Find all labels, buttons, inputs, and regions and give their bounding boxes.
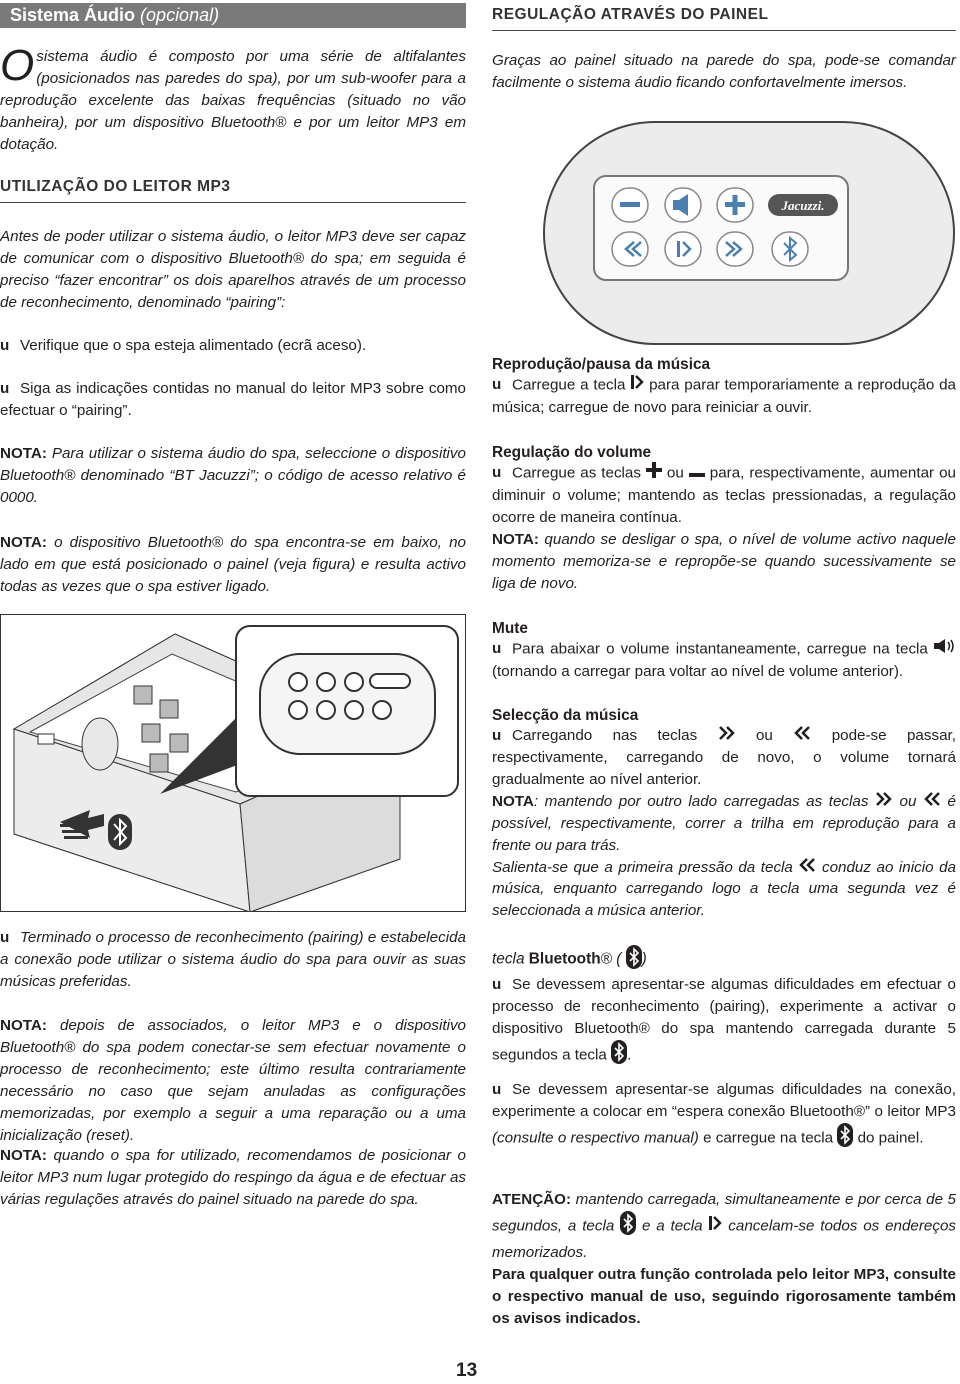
bullet-text: Siga as indicações contidas no manual do leitor MP3 sobre como efectuar o “pairing”. xyxy=(0,380,466,419)
bt-p2-c: do painel. xyxy=(857,1129,924,1147)
bluetooth-title xyxy=(492,945,956,974)
bluetooth-icon xyxy=(837,1123,853,1154)
play-section xyxy=(492,356,956,419)
intro-text: sistema áudio é composto por uma série de altifalantes (posicionados nas paredes do spa), por um sub-woofer para a reprodução excelente das baixas frequências (situado no vão banheira), por um dispositivo Bluetooth® e por um leitor MP3 em dotação. xyxy=(0,48,466,153)
play-pause-icon xyxy=(630,374,644,397)
nota-text-b: é possível, respectivamente, correr a trilha em reprodução para a frente ou para trás. xyxy=(492,792,956,854)
volume-section xyxy=(492,444,956,594)
attention-mid: e a tecla xyxy=(641,1217,703,1235)
play-text-b: para parar temporariamente a reprodução da música; carregue de novo para reiniciar a ouvir. xyxy=(492,376,956,416)
nota-or: ou xyxy=(899,792,917,810)
final-note: Para qualquer outra função controlada pelo leitor MP3, consulte o respectivo manual de uso, seguindo rigorosamente também os avisos indicados. xyxy=(492,1265,956,1327)
mute-text-a: Para abaixar o volume instantaneamente, carregue na tecla xyxy=(512,640,928,658)
drop-cap: O xyxy=(0,41,35,90)
bullet-char: u xyxy=(492,640,502,658)
bullet-char: u xyxy=(492,376,502,394)
bt-title-bold: Bluetooth xyxy=(528,950,601,968)
bullet-char: u xyxy=(492,464,502,482)
panel-intro xyxy=(492,50,956,94)
bt-p2-a: Se devessem apresentar-se algumas dificuldades na conexão, experimente a colocar em “espera conexão Bluetooth®” o leitor MP3 xyxy=(492,1081,956,1120)
nota-text-a: : mantendo por outro lado carregadas as teclas xyxy=(533,792,869,810)
nota-label: NOTA: xyxy=(0,445,47,462)
bullet-char: u xyxy=(492,976,502,993)
mp3-intro xyxy=(0,226,466,314)
bullet-char: u xyxy=(0,380,10,397)
section-header xyxy=(0,3,466,28)
bt-p1-end: . xyxy=(627,1046,632,1064)
plus-icon xyxy=(646,462,662,485)
play-title: Reprodução/pausa da música xyxy=(492,356,711,373)
selection-or: ou xyxy=(755,727,773,744)
attention-note xyxy=(492,1189,956,1329)
panel-heading xyxy=(492,6,956,31)
bt-title-post: ) xyxy=(641,950,647,968)
minus-icon xyxy=(689,463,705,485)
nota-text: quando o spa for utilizado, recomendamos de posicionar o leitor MP3 num lugar protegido do respingo da água e de efectuar as várias regulações através do painel situado na parede do spa. xyxy=(0,1147,466,1208)
bt-p1-text: Se devessem apresentar-se algumas dificuldades em efectuar o processo de reconhecimento (pairing), experimente a activar o dispositivo Bluetooth® do spa mantendo carregada durante 5 segundos a tecla xyxy=(492,976,956,1064)
bullet-text: Terminado o processo de reconhecimento (pairing) e estabelecida a conexão pode utilizar o sistema áudio do spa para ouvir as suas músicas preferidas. xyxy=(0,929,466,990)
nota-4 xyxy=(0,1145,466,1211)
play-text-a: Carregue a tecla xyxy=(512,376,626,394)
bullet-char: u xyxy=(492,727,502,744)
page-number: 13 xyxy=(456,1360,478,1381)
nota-text: quando se desligar o spa, o nível de volume activo naquele momento memoriza-se e repropõe-se quando sucessivamente se liga de novo. xyxy=(492,530,956,592)
mp3-bullet-2 xyxy=(0,378,466,422)
selection-title: Selecção da música xyxy=(492,707,639,724)
nota-label: NOTA: xyxy=(492,530,539,548)
nota-label: NOTA: xyxy=(0,1147,47,1164)
spa-illustration xyxy=(0,614,466,912)
mp3-heading xyxy=(0,178,466,203)
section-title: Sistema Áudio xyxy=(10,5,136,25)
nota-label: NOTA: xyxy=(0,1017,47,1034)
control-panel-drawing xyxy=(540,118,960,350)
bluetooth-icon xyxy=(620,1211,636,1242)
mute-text-b: (tornando a carregar para voltar ao nível de volume anterior). xyxy=(492,662,904,680)
selection-text-a: Carregando nas teclas xyxy=(512,727,698,744)
next-icon xyxy=(875,791,893,813)
nota-text: Para utilizar o sistema áudio do spa, seleccione o dispositivo Bluetooth® denominado “BT Jacuzzi”; o código de acesso relativo é 0000. xyxy=(0,445,466,506)
bluetooth-icon xyxy=(626,945,642,974)
bt-p2-italic: (consulte o respectivo manual) xyxy=(492,1129,699,1147)
nota-3 xyxy=(0,1015,466,1146)
nota-text: depois de associados, o leitor MP3 e o dispositivo Bluetooth® do spa podem conectar-se sem efectuar novamente o processo de reconhecimento; este último resulta contrariamente necessário no caso que sejam anuladas as configurações memorizadas, por exemplo a seguir a uma reparação ou a uma inicialização (reset). xyxy=(0,1017,466,1144)
mp3-intro-text: Antes de poder utilizar o sistema áudio, o leitor MP3 deve ser capaz de comunicar com o dispositivo Bluetooth® do spa; em seguida é preciso “fazer encontrar” os dois aparelhos através de um processo de reconhecimento, denominado “pairing”: xyxy=(0,228,466,311)
intro-paragraph xyxy=(0,41,466,156)
bullet-char: u xyxy=(0,929,10,946)
panel-title: REGULAÇÃO ATRAVÉS DO PAINEL xyxy=(492,6,769,23)
nota-2 xyxy=(0,532,466,598)
nota-1 xyxy=(0,443,466,509)
volume-or: ou xyxy=(666,464,684,482)
nota-label: NOTA: xyxy=(0,534,47,551)
bullet-char: u xyxy=(492,1081,502,1098)
bluetooth-p2 xyxy=(492,1079,956,1154)
volume-text-a: Carregue as teclas xyxy=(512,464,641,482)
bluetooth-icon xyxy=(611,1040,627,1071)
jacuzzi-logo: Jacuzzi. xyxy=(781,198,825,213)
bluetooth-section xyxy=(492,945,956,1071)
mp3-title: UTILIZAÇÃO DO LEITOR MP3 xyxy=(0,178,231,195)
previous-icon xyxy=(923,791,941,813)
play-pause-icon xyxy=(708,1215,722,1238)
salienta-text-a: Salienta-se que a primeira pressão da tecla xyxy=(492,858,793,876)
mp3-bullet-1 xyxy=(0,335,466,357)
bullet-text: Verifique que o spa esteja alimentado (ecrã aceso). xyxy=(20,337,367,354)
speaker-icon xyxy=(934,638,956,661)
bt-title-mid: ® ( xyxy=(600,950,622,968)
mute-section xyxy=(492,620,956,683)
salienta-text-b: conduz ao inicio da música, enquanto carregando logo a tecla uma segunda vez é seleccionada a música anterior. xyxy=(492,858,956,920)
volume-text-b: para, respectivamente, aumentar ou diminuir o volume; mantendo as teclas pressionadas, a regulação ocorre de maneira contínua. xyxy=(492,464,956,526)
bullet-char: u xyxy=(0,337,10,354)
panel-intro-text: Graças ao painel situado na parede do spa, pode-se comandar facilmente o sistema áudio ficando confortavelmente imersos. xyxy=(492,52,956,91)
bt-title-pre: tecla xyxy=(492,950,525,968)
control-panel-illustration xyxy=(540,118,960,350)
nota-label: NOTA xyxy=(492,792,534,810)
selection-text-b: pode-se passar, respectivamente, carregando de novo, o volume tornará gradualmente ao nível anterior. xyxy=(492,727,956,788)
mp3-bullet-3 xyxy=(0,927,466,993)
nota-text: o dispositivo Bluetooth® do spa encontra-se em baixo, no lado em que está posicionado o painel (veja figura) e resulta activo todas as vezes que o spa estiver ligado. xyxy=(0,534,466,595)
bt-p2-b: e carregue na tecla xyxy=(703,1129,834,1147)
section-subtitle: (opcional) xyxy=(140,5,220,25)
spa-drawing xyxy=(0,614,466,912)
next-icon xyxy=(718,725,736,747)
attention-text-b: cancelam-se todos os endereços memorizados. xyxy=(492,1217,956,1261)
previous-icon xyxy=(793,725,811,747)
attention-label: ATENÇÃO: xyxy=(492,1191,572,1208)
attention-text-a: mantendo carregada, simultaneamente e por cerca de 5 segundos, a tecla xyxy=(492,1191,956,1235)
selection-section xyxy=(492,707,956,922)
volume-title: Regulação do volume xyxy=(492,444,652,461)
previous-icon xyxy=(798,857,816,879)
mute-title: Mute xyxy=(492,620,528,637)
